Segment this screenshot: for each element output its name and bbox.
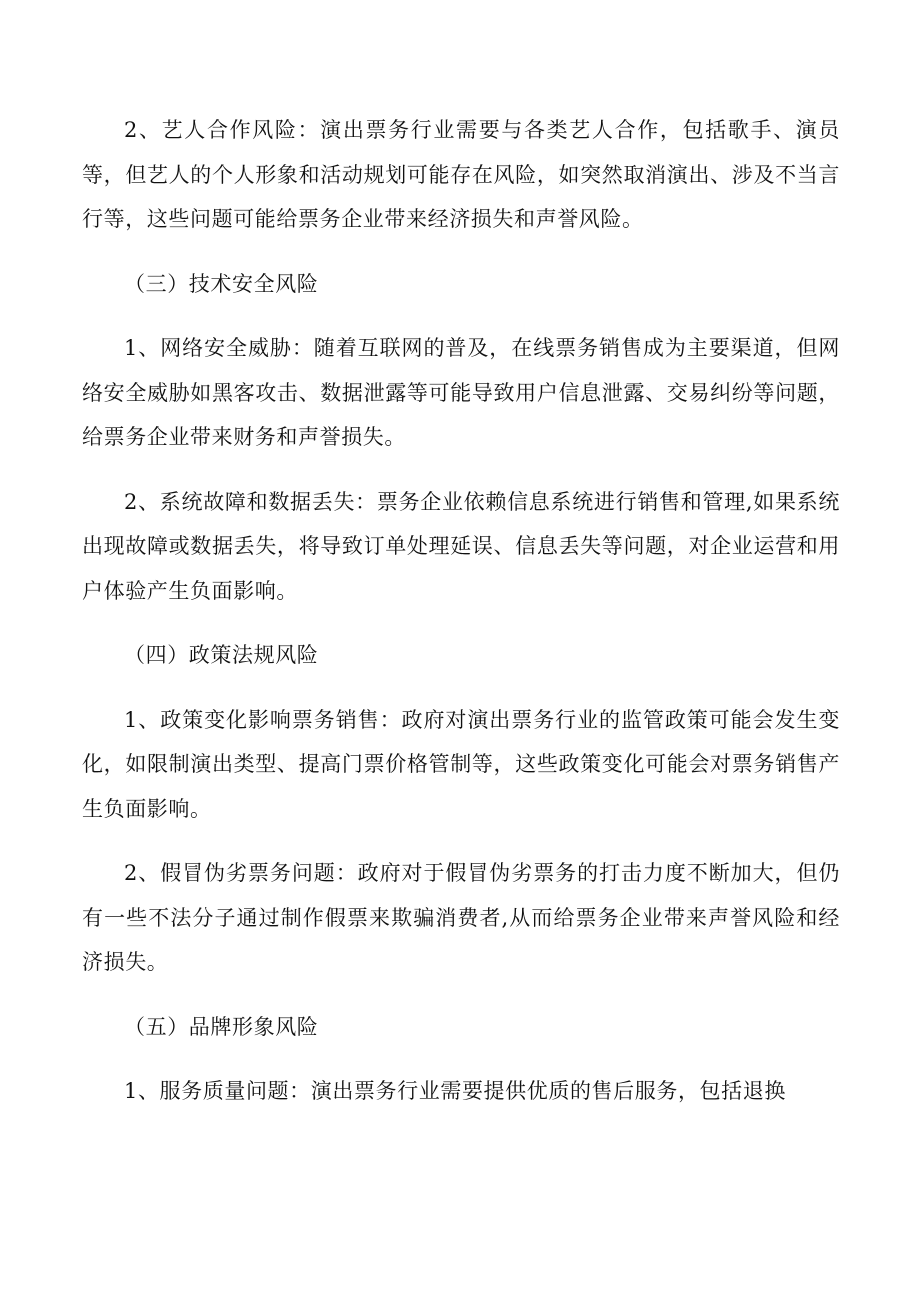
paragraph-network-security: 1、网络安全威胁：随着互联网的普及，在线票务销售成为主要渠道，但网络安全威胁如黑客攻击、数据泄露等可能导致用户信息泄露、交易纠纷等问题，给票务企业带来财务和声誉损失。 [82,336,840,449]
section-heading-policy-risk: （四）政策法规风险 [124,643,319,667]
paragraph-artist-risk: 2、艺人合作风险：演出票务行业需要与各类艺人合作，包括歌手、演员等，但艺人的个人形象和活动规划可能存在风险，如突然取消演出、涉及不当言行等，这些问题可能给票务企业带来经济损失和声誉风险。 [82,118,840,231]
paragraph-policy-change: 1、政策变化影响票务销售：政府对演出票务行业的监管政策可能会发生变化，如限制演出类型、提高门票价格管制等，这些政策变化可能会对票务销售产生负面影响。 [82,707,840,821]
paragraph-counterfeit-tickets: 2、假冒伪劣票务问题：政府对于假冒伪劣票务的打击力度不断加大，但仍有一些不法分子通过制作假票来欺骗消费者,从而给票务企业带来声誉风险和经济损失。 [82,861,840,974]
section-heading-brand-risk: （五）品牌形象风险 [124,1014,319,1039]
section-heading-tech-risk: （三）技术安全风险 [124,271,319,296]
paragraph-system-failure: 2、系统故障和数据丢失：票务企业依赖信息系统进行销售和管理,如果系统出现故障或数据丢失，将导致订单处理延误、信息丢失等问题，对企业运营和用户体验产生负面影响。 [82,489,840,603]
paragraph-service-quality: 1、服务质量问题：演出票务行业需要提供优质的售后服务，包括退换 [124,1079,786,1103]
document-body [82,108,840,1134]
